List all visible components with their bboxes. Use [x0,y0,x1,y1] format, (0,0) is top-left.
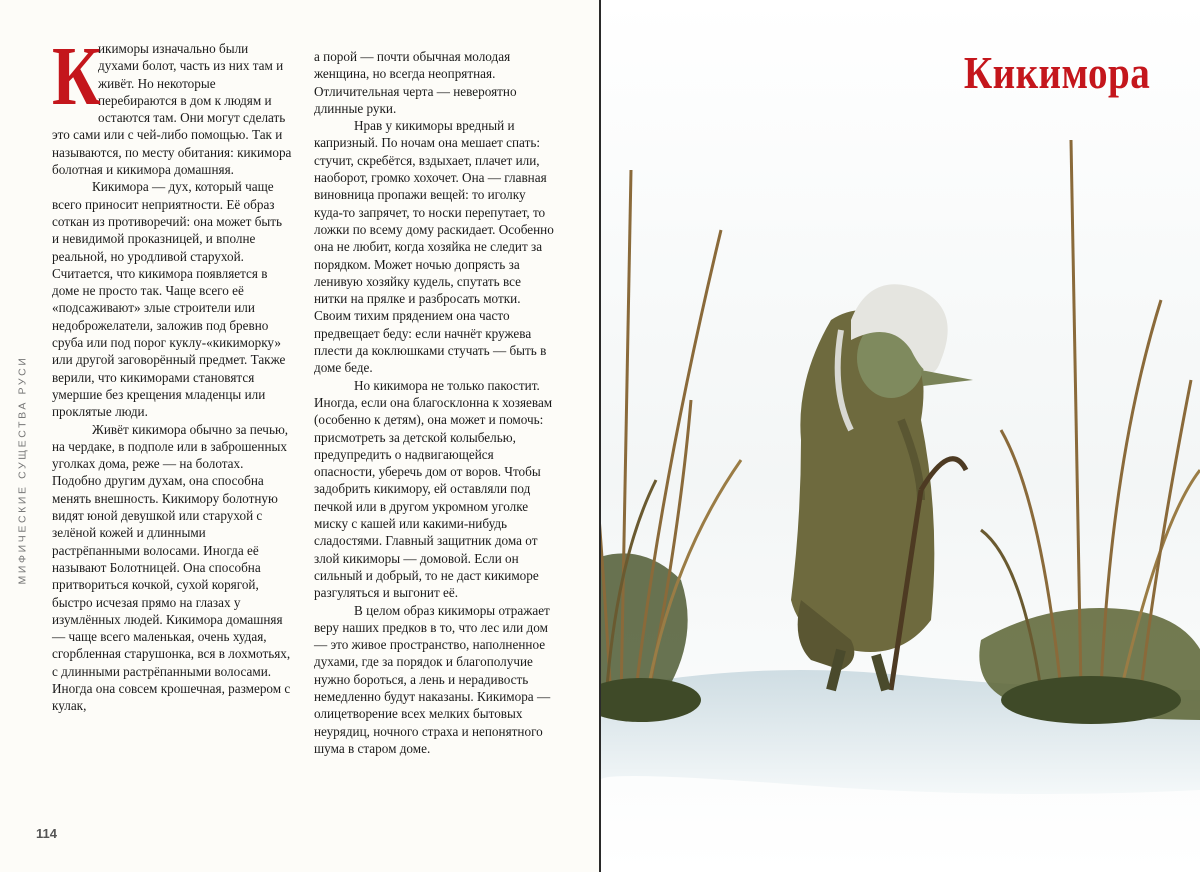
paragraph-3: Живёт кикимора обычно за печью, на чердаке, в подполе или в заброшенных уголках дома, реже — на болотах. Подобно другим духам, она способна менять внешность. Кикимору болотную видят юной девушкой или старухой с зелёной кожей и длинными растрёпанными волосами. Иногда её называют Болотницей. Она способна притвориться кочкой, сухой корягой, быстро исчезая прямо на глазах у изумлённых людей. Кикимора домашняя — чаще всего маленькая, очень худая, сгорбленная старушонка, вся в лохмотьях, с длинными растрёпанными волосами. Иногда она совсем крошечная, размером с кулак, [52,421,291,714]
right-page [601,0,1200,872]
running-head [10,320,34,620]
paragraph-1-text: икиморы изначально были духами болот, часть из них там и живёт. Но некоторые перебираются в дом к людям и остаются там. Они могут сделать это сами или с чей-либо помощью. Так и называются, по месту обитания: кикимора болотная и кикимора домашняя. [52,41,292,178]
paragraph-1 [52,30,292,178]
page-title: Кикимора [963,47,1150,98]
paragraph-5: Нрав у кикиморы вредный и капризный. По ночам она мешает спать: стучит, скребётся, вздыхает, плачет или, наоборот, громко хохочет. Она — главная виновница пропажи вещей: то иголку куда-то запрячет, то носки перепутает, то ложки по всему дому раскидает. Особенно она не любит, когда хозяйка не следит за порядком. Может ночью допрясть за ленивую хозяйку кудель, спутать все нитки на прялке и разбросать мотки. Своим тихим прядением она часто предвещает беду: если начнёт кружева плести да коклюшками стучать — быть в доме беде. [314,118,554,376]
text-column-2 [314,48,554,757]
paragraph-7: В целом образ кикиморы отражает веру наших предков в то, что лес или дом — это живое пространство, наполненное духами, где за порядок и благополучие нужно бороться, а лень и нерадивость немедленно будут наказаны. Кикимора — олицетворение всех мелких бытовых неурядиц, ночного страха и непонятного шума в старом доме. [314,602,551,756]
running-head-text: МИФИЧЕСКИЕ СУЩЕСТВА РУСИ [16,355,29,585]
text-column-1 [52,30,292,715]
page-number: 114 [36,826,57,841]
paragraph-4: а порой — почти обычная молодая женщина, но всегда неопрятная. Отличительная черта — невероятно длинные руки. [314,49,517,116]
kikimora-illustration [601,0,1200,872]
paragraph-6: Но кикимора не только пакостит. Иногда, если она благосклонна к хозяевам (особенно к детям), она может и помочь: присмотреть за детской колыбелью, предупредить о надвигающейся опасности, уберечь дом от воров. Чтобы задобрить кикимору, ей оставляли под печкой или в другом укромном уголке миску с кашей или какими-нибудь сладостями. Главный защитник дома от злой кикиморы — домовой. Если он сильный и добрый, то не даст кикиморе разгуляться и выгонит её. [314,377,553,601]
paragraph-2: Кикимора — дух, который чаще всего приносит неприятности. Её образ соткан из противоречий: она может быть и невидимой проказницей, и вполне реальной, но уродливой старухой. Считается, что кикимора появляется в доме не просто так. Чаще всего её «подсаживают» злые строители или недоброжелатели, заложив под бревно сруба или под порог куклу-«кикиморку» или другой заговорённый предмет. Также верили, что кикиморами становятся умершие без крещения младенцы или проклятые люди. [52,179,286,420]
drop-cap: К [52,30,101,123]
